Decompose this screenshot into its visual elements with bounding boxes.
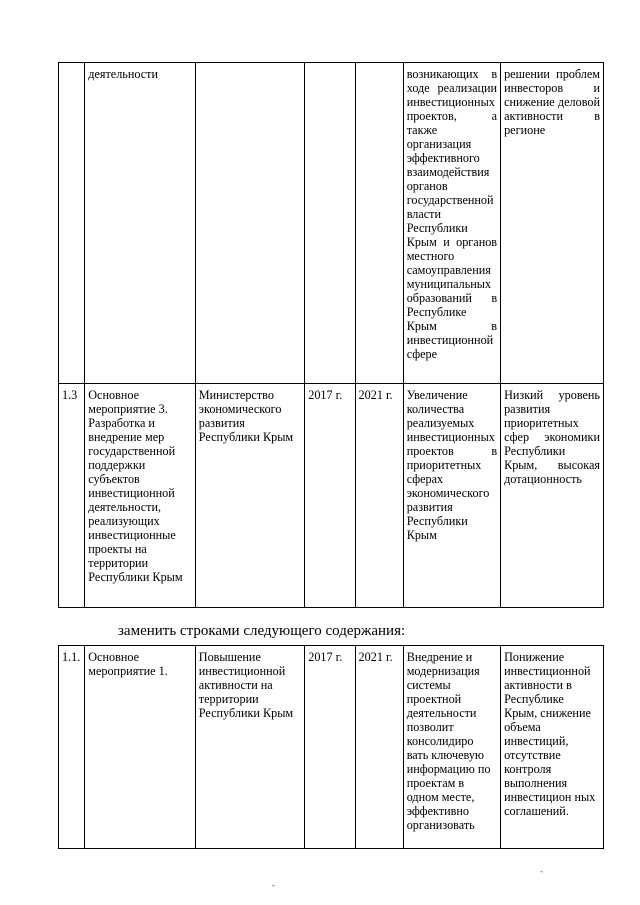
cell-year-start <box>305 63 355 384</box>
page-mark: - <box>272 880 275 890</box>
cell-org: Повышение инвестиционной активности на территории Республики Крым <box>195 646 304 849</box>
cell-risk: решении проблем инвесторов и снижение деловой активности в регионе <box>501 63 604 384</box>
cell-name: Основное мероприятие 1. <box>85 646 196 849</box>
replacement-instruction: заменить строками следующего содержания: <box>118 623 406 639</box>
table-new-rows <box>58 645 604 849</box>
cell-risk: Понижение инвестиционной активности в Республике Крым, снижение объема инвестиций, отсутствие контроля выполнения инвестицион ных соглашений. <box>501 646 604 849</box>
cell-name: Основное мероприятие 3. Разработка и внедрение мер государственной поддержки субъектов инвестиционной деятельности, реализующих инвестиционные проекты на территории Республики Крым <box>85 384 196 608</box>
table-previous-rows <box>58 62 604 608</box>
cell-num: 1.1. <box>59 646 85 849</box>
cell-org: Министерство экономического развития Республики Крым <box>195 384 304 608</box>
table-row-1-1 <box>59 646 604 849</box>
page-mark: - <box>540 866 543 876</box>
cell-result: возникающих в ходе реализации инвестиционных проектов, а также организация эффективного взаимодействия органов государственной власти Республики Крым и органов местного самоуправления муниципальных образований в Республике Крым в инвестиционной сфере <box>403 63 500 384</box>
cell-name: деятельности <box>85 63 196 384</box>
cell-year-end: 2021 г. <box>355 646 403 849</box>
cell-year-end <box>355 63 403 384</box>
cell-year-start: 2017 г. <box>305 646 355 849</box>
table-row-1-3 <box>59 384 604 608</box>
table-row-continued <box>59 63 604 384</box>
cell-result: Внедрение и модернизация системы проектной деятельности позволит консолидиро вать ключевую информацию по проектам в одном месте, эффективно организовать <box>403 646 500 849</box>
cell-year-end: 2021 г. <box>355 384 403 608</box>
cell-risk: Низкий уровень развития приоритетных сфер экономики Республики Крым, высокая дотационность <box>501 384 604 608</box>
cell-org <box>195 63 304 384</box>
cell-result: Увеличение количества реализуемых инвестиционных проектов в приоритетных сферах экономического развития Республики Крым <box>403 384 500 608</box>
cell-num: 1.3 <box>59 384 85 608</box>
cell-num <box>59 63 85 384</box>
cell-year-start: 2017 г. <box>305 384 355 608</box>
